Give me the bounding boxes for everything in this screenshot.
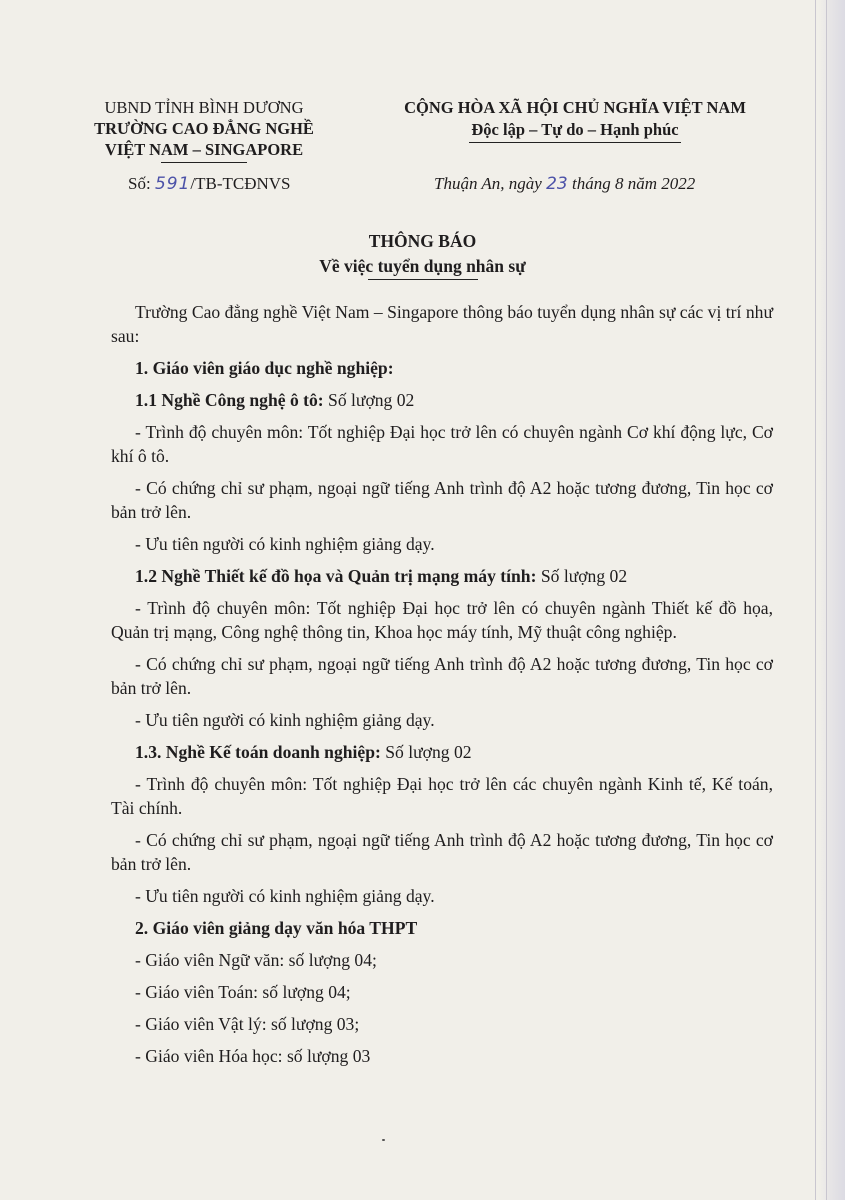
school-name-line1: TRƯỜNG CAO ĐẲNG NGHỀ xyxy=(94,119,314,138)
item-heading xyxy=(111,740,773,764)
issuing-agency-header xyxy=(82,97,326,163)
item-name: 1.1 Nghề Công nghệ ô tô: xyxy=(135,390,324,410)
place-date-suffix: tháng 8 năm 2022 xyxy=(567,174,696,193)
requirement-line: - Ưu tiên người có kinh nghiệm giảng dạy. xyxy=(135,710,435,730)
place-date-prefix: Thuận An, ngày xyxy=(434,174,547,193)
document-body xyxy=(111,300,773,1068)
item-name: 1.2 Nghề Thiết kế đồ họa và Quản trị mạng máy tính: xyxy=(135,566,537,586)
title-subtitle: Về việc tuyển dụng nhân sự xyxy=(319,256,526,276)
scan-line xyxy=(826,0,827,1200)
teacher-quota-line: - Giáo viên Vật lý: số lượng 03; xyxy=(135,1014,360,1034)
title-underline xyxy=(368,279,478,280)
requirement-line: - Ưu tiên người có kinh nghiệm giảng dạy. xyxy=(135,534,435,554)
requirement-line: - Trình độ chuyên môn: Tốt nghiệp Đại học trở lên có chuyên ngành Thiết kế đồ họa, Quản trị mạng, Công nghệ thông tin, Khoa học máy tính, Mỹ thuật công nghiệp. xyxy=(111,598,773,642)
agency-name: UBND TỈNH BÌNH DƯƠNG xyxy=(104,98,304,117)
doc-number-suffix: /TB-TCĐNVS xyxy=(190,174,291,193)
scan-speck xyxy=(382,1139,385,1141)
document-number xyxy=(128,174,291,194)
header-underline xyxy=(161,162,247,163)
requirement-line: - Trình độ chuyên môn: Tốt nghiệp Đại học trở lên có chuyên ngành Cơ khí động lực, Cơ khí ô tô. xyxy=(111,422,773,466)
school-name-line2: VIỆT NAM – SINGAPORE xyxy=(104,140,304,159)
nation-name: CỘNG HÒA XÃ HỘI CHỦ NGHĨA VIỆT NAM xyxy=(404,98,746,117)
doc-number-prefix: Số: xyxy=(128,174,155,193)
document-title xyxy=(0,229,845,280)
requirement-line: - Có chứng chỉ sư phạm, ngoại ngữ tiếng Anh trình độ A2 hoặc tương đương, Tin học cơ bản trở lên. xyxy=(111,478,773,522)
intro-paragraph: Trường Cao đẳng nghề Việt Nam – Singapore thông báo tuyển dụng nhân sự các vị trí như sau: xyxy=(111,302,773,346)
teacher-quota-line: - Giáo viên Hóa học: số lượng 03 xyxy=(135,1046,371,1066)
section2-heading: 2. Giáo viên giảng dạy văn hóa THPT xyxy=(135,918,418,938)
section1-heading: 1. Giáo viên giáo dục nghề nghiệp: xyxy=(135,358,394,378)
place-and-date xyxy=(434,174,695,194)
scan-line xyxy=(815,0,816,1200)
teacher-quota-line: - Giáo viên Ngữ văn: số lượng 04; xyxy=(135,950,377,970)
item-heading xyxy=(111,564,773,588)
requirement-line: - Có chứng chỉ sư phạm, ngoại ngữ tiếng Anh trình độ A2 hoặc tương đương, Tin học cơ bản trở lên. xyxy=(111,830,773,874)
requirement-line: - Có chứng chỉ sư phạm, ngoại ngữ tiếng Anh trình độ A2 hoặc tương đương, Tin học cơ bản trở lên. xyxy=(111,654,773,698)
teacher-quota-line: - Giáo viên Toán: số lượng 04; xyxy=(135,982,351,1002)
requirement-line: - Ưu tiên người có kinh nghiệm giảng dạy. xyxy=(135,886,435,906)
national-header xyxy=(392,97,758,143)
item-quantity: Số lượng 02 xyxy=(380,742,472,762)
date-day-handwritten: 23 xyxy=(546,174,568,194)
motto-underline xyxy=(469,142,681,143)
item-name: 1.3. Nghề Kế toán doanh nghiệp: xyxy=(135,742,381,762)
item-quantity: Số lượng 02 xyxy=(323,390,415,410)
national-motto: Độc lập – Tự do – Hạnh phúc xyxy=(471,120,679,139)
item-heading xyxy=(111,388,773,412)
requirement-line: - Trình độ chuyên môn: Tốt nghiệp Đại học trở lên các chuyên ngành Kinh tế, Kế toán, Tài chính. xyxy=(111,774,773,818)
item-quantity: Số lượng 02 xyxy=(536,566,628,586)
doc-number-handwritten: 591 xyxy=(154,174,191,194)
scan-edge-shadow xyxy=(819,0,845,1200)
title-main: THÔNG BÁO xyxy=(368,231,477,251)
